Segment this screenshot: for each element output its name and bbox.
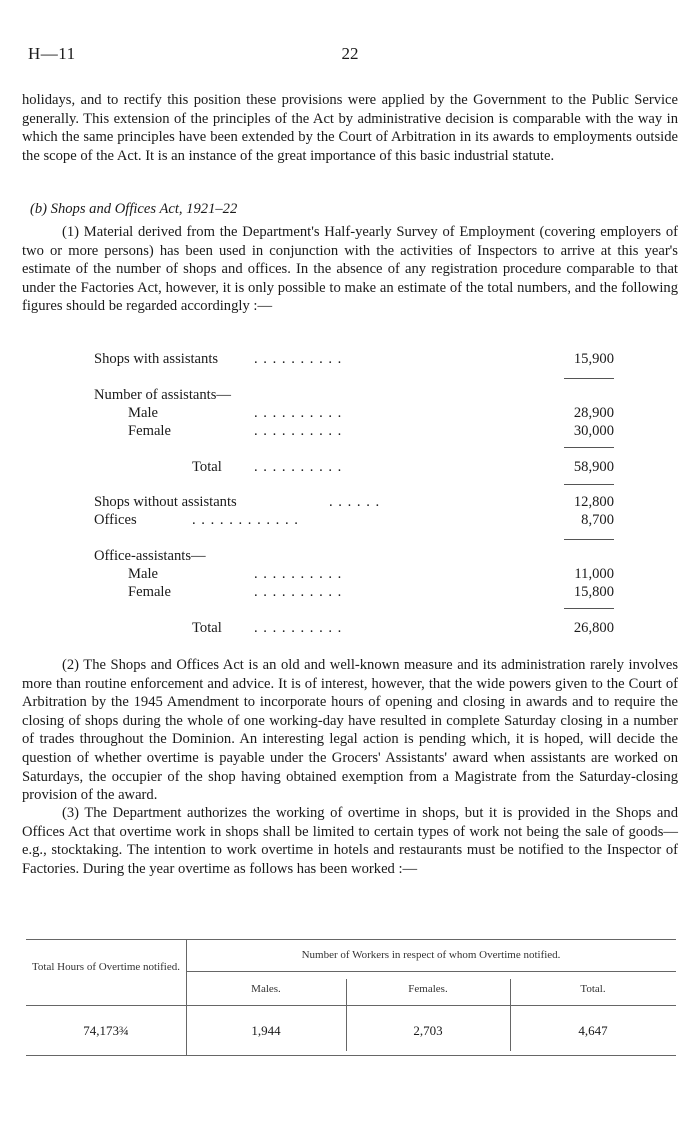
rule	[564, 608, 614, 609]
rule	[564, 484, 614, 485]
number-of-assistants-label: Number of assistants—	[94, 387, 232, 403]
leader-dots: . . . . . . . . . .	[254, 459, 343, 475]
leader-dots: . . . . . . . . . .	[254, 423, 343, 439]
rule	[564, 378, 614, 379]
page-number: 22	[341, 44, 359, 63]
leader-dots: . . . . . . . . . .	[254, 566, 343, 582]
table-rule-bottom	[26, 1055, 676, 1056]
table-rule-group	[186, 971, 676, 972]
assistants-female-value: 30,000	[573, 423, 614, 439]
leader-dots: . . . . . . . . . .	[254, 351, 343, 367]
col-header-females: Females.	[408, 983, 448, 995]
office-assistants-male-value: 11,000	[574, 566, 614, 582]
paragraph-intro-text: holidays, and to rectify this position these provisions were applied by the Government to the Public Service generally. This extension of the principles of the Act by administrative decision is comparable with the way in which the same principles have been extended by the Court of Arbitration in its awards to employments outside the scope of the Act. It is an instance of the great importance of this basic industrial statute.	[22, 92, 678, 164]
assistants-male-label: Male	[128, 405, 158, 421]
group-header-workers: Number of Workers in respect of whom Overtime notified.	[301, 949, 561, 961]
paragraph-b3-text: (3) The Department authorizes the working of overtime in shops, but it is provided in the Shops and Offices Act that overtime work in shops shall be limited to certain types of work not being the sale of goods—e.g., stocktaking. The intention to work overtime in hotels and restaurants must be notified to the Inspector of Factories. During the year overtime as follows has been worked :—	[22, 805, 678, 877]
cell-total-hours: 74,173¾	[83, 1023, 129, 1038]
leader-dots: . . . . . . . . . . . .	[192, 512, 299, 528]
paragraph-b2	[22, 656, 678, 805]
table-rule-top	[26, 939, 676, 940]
cell-total: 4,647	[578, 1023, 608, 1038]
leader-dots: . . . . . . . . . .	[254, 584, 343, 600]
section-heading-shops-offices: (b) Shops and Offices Act, 1921–22	[30, 201, 238, 217]
shops-with-assistants-label: Shops with assistants	[94, 351, 219, 367]
office-assistants-female-value: 15,800	[573, 584, 614, 600]
leader-dots: . . . . . .	[329, 494, 381, 510]
office-assistants-label: Office-assistants—	[94, 548, 206, 564]
office-assistants-male-label: Male	[128, 566, 158, 582]
shops-without-assistants-label: Shops without assistants	[94, 494, 237, 510]
leader-dots: . . . . . . . . . .	[254, 405, 343, 421]
overtime-table	[26, 939, 676, 1057]
assistants-male-value: 28,900	[573, 405, 614, 421]
office-assistants-total-label: Total	[192, 620, 222, 636]
office-assistants-total-value: 26,800	[573, 620, 614, 636]
rule	[564, 539, 614, 540]
assistants-total-value: 58,900	[573, 459, 614, 475]
offices-label: Offices	[94, 512, 137, 528]
shops-with-assistants-value: 15,900	[573, 351, 614, 367]
leader-dots: . . . . . . . . . .	[254, 620, 343, 636]
paragraph-b1	[22, 223, 678, 316]
cell-males: 1,944	[251, 1023, 281, 1038]
cell-females: 2,703	[413, 1023, 443, 1038]
assistants-total-label: Total	[192, 459, 222, 475]
paragraph-intro	[22, 91, 678, 165]
shops-without-assistants-value: 12,800	[573, 494, 614, 510]
assistants-female-label: Female	[128, 423, 171, 439]
table-rule-header	[26, 1005, 676, 1006]
col-header-total-hours: Total Hours of Overtime notified.	[31, 961, 180, 973]
rule	[564, 447, 614, 448]
office-assistants-female-label: Female	[128, 584, 171, 600]
col-header-males: Males.	[251, 983, 281, 995]
paragraph-b2-text: (2) The Shops and Offices Act is an old and well-known measure and its administration rarely involves more than routine enforcement and advice. It is of interest, however, that the wide powers given to the Court of Arbitration by the 1945 Amendment to incorporate hours of opening and closing in awards and to require the closing of shops during the whole of one working-day have resulted in complete Saturday closing in a number of trades throughout the Dominion. An interesting legal action is pending which, it is hoped, will decide the question of whether overtime is payable under the Grocers' Assistants' award when assistants are worked on Saturdays, the occupier of the shop having obtained exemption from a Magistrate from the Saturday-closing provision of the award.	[22, 657, 678, 804]
header-code: H—11	[28, 44, 76, 63]
paragraph-b1-text: (1) Material derived from the Department's Half-yearly Survey of Employment (covering employers of two or more persons) has been used in conjunction with the activities of Inspectors to arrive at this year's estimate of the number of shops and offices. In the absence of any registration procedure comparable to that under the Factories Act, however, it is only possible to make an estimate of the total numbers, and the following figures should be regarded accordingly :—	[22, 224, 678, 315]
col-header-total: Total.	[580, 983, 606, 995]
offices-value: 8,700	[581, 512, 614, 528]
paragraph-b3	[22, 804, 678, 878]
